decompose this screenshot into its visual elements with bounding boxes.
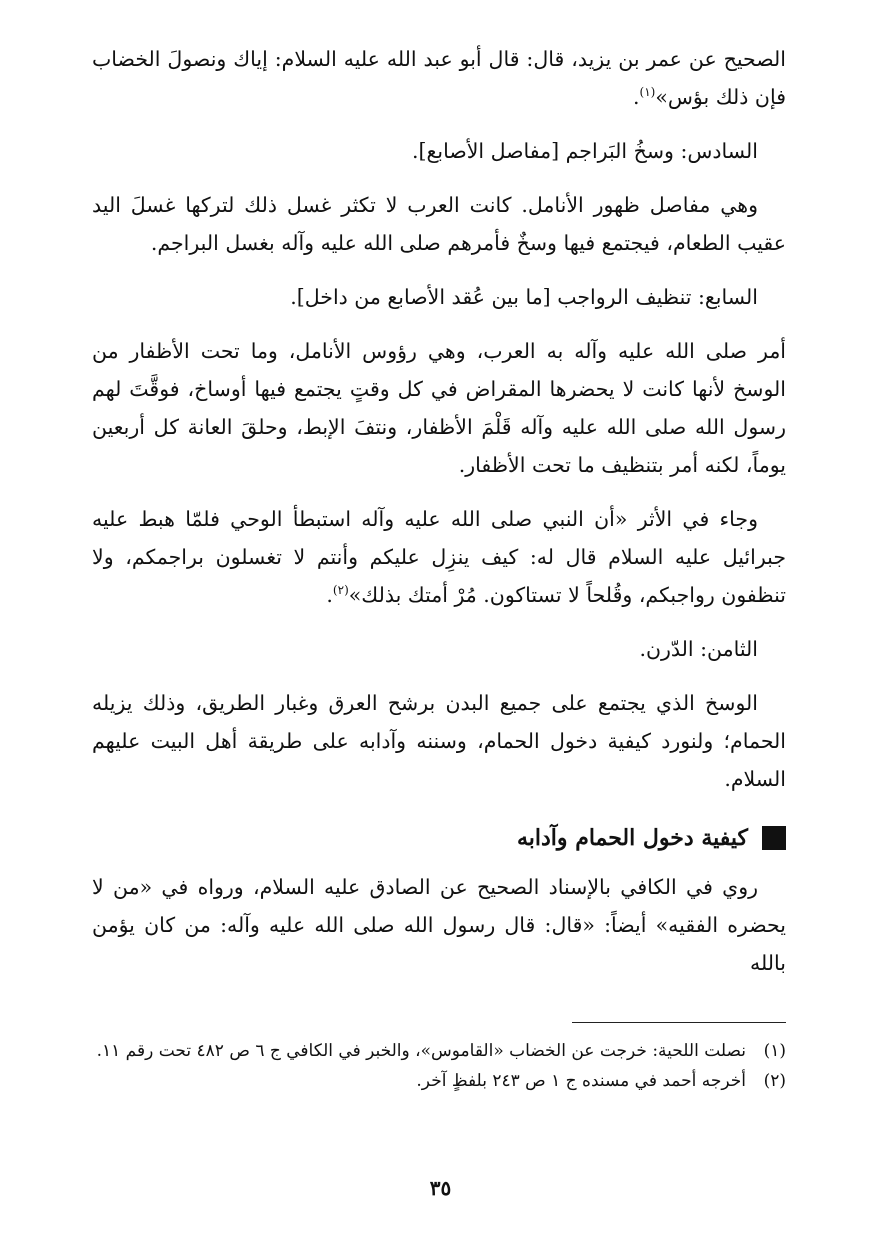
item-8-heading: الثامن: الدّرن. [639,637,758,661]
footnote-ref-2[interactable]: (٢) [332,583,349,598]
footnote-1-text: نصلت اللحية: خرجت عن الخضاب «القاموس»، والخبر في الكافي ج ٦ ص ٤٨٢ تحت رقم ١١. [96,1041,746,1061]
footnote-1-number: (١) [763,1041,786,1061]
footnote-divider [572,1022,786,1023]
footnote-2-text: أخرجه أحمد في مسنده ج ١ ص ٢٤٣ بلفظٍ آخر. [416,1071,746,1091]
paragraph-1-text: الصحيح عن عمر بن يزيد، قال: قال أبو عبد الله عليه السلام: إياك ونصولَ الخضاب فإن ذلك بؤس» [92,47,786,109]
paragraph-4-text: وجاء في الأثر «أن النبي صلى الله عليه وآله استبطأ الوحي فلمّا هبط عليه جبرائيل عليه السلام قال له: كيف ينزِل عليكم وأنتم لا تغسلون براجمكم، ولا تنظفون رواجبكم، وقُلحاً لا تستاكون. مُرْ أمتك بذلك» [92,507,786,607]
paragraph-1 [92,40,786,116]
footnote-2-number: (٢) [763,1071,786,1091]
section-heading [92,818,786,858]
paragraph-4-end: . [326,583,333,607]
footnotes [92,1036,786,1096]
section-heading-text: كيفية دخول الحمام وآدابه [516,825,748,851]
footnote-2 [92,1066,786,1096]
page-body [92,40,786,998]
paragraph-6: روي في الكافي بالإسناد الصحيح عن الصادق عليه السلام، ورواه في «من لا يحضره الفقيه» أيضاً: «قال: قال رسول الله صلى الله عليه وآله: من كان يؤمن بالله [92,875,786,975]
item-6-heading: السادس: وسخُ البَراجم [مفاصل الأصابع]. [411,139,758,163]
paragraph-1-end: . [632,85,640,109]
item-7-heading: السابع: تنظيف الرواجب [ما بين عُقد الأصابع من داخل]. [290,285,758,309]
paragraph-5: الوسخ الذي يجتمع على جميع البدن برشح العرق وغبار الطريق، وذلك يزيله الحمام؛ ولنورد كيفية دخول الحمام، وسننه وآدابه على طريقة أهل البيت عليهم السلام. [92,691,786,791]
footnote-1 [92,1036,786,1066]
paragraph-4 [92,500,786,614]
footnote-ref-1[interactable]: (١) [639,85,656,100]
paragraph-2: وهي مفاصل ظهور الأنامل. كانت العرب لا تكثر غسل ذلك لتركها غسلَ اليد عقيب الطعام، فيجتمع فيها وسخٌ فأمرهم صلى الله عليه وآله بغسل البراجم. [92,193,786,255]
paragraph-3: أمر صلى الله عليه وآله به العرب، وهي رؤوس الأنامل، وما تحت الأظفار من الوسخ لأنها كانت لا يحضرها المقراض في كل وقتٍ يجتمع فيها أوساخ، فوقَّتَ لهم رسول الله صلى الله عليه وآله قَلْمَ الأظفار، ونتفَ الإبط، وحلقَ العانة كل أربعين يوماً، لكنه أمر بتنظيف ما تحت الأظفار. [92,339,786,477]
square-bullet-icon [762,826,786,850]
page-number: ٣٥ [429,1176,452,1200]
